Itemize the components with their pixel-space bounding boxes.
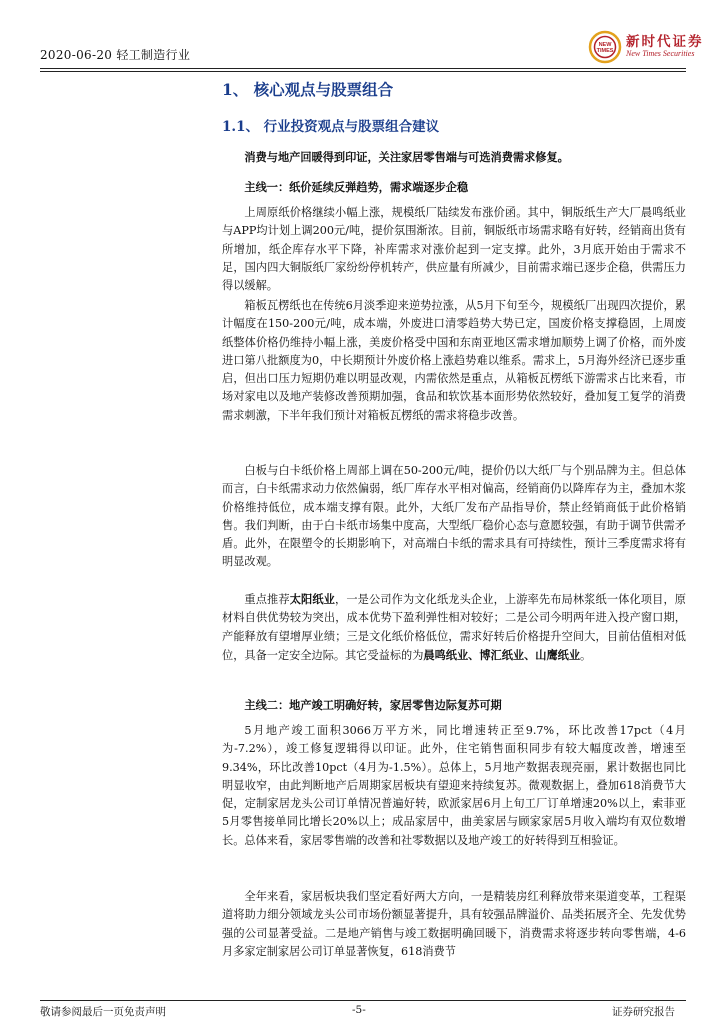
header-rule bbox=[40, 68, 686, 69]
logo-mark-line2: TIMES bbox=[596, 48, 614, 54]
recommend-stock-sun-paper: 太阳纸业 bbox=[289, 592, 336, 606]
mainline-2-title: 主线二：地产竣工明确好转，家居零售边际复苏可期 bbox=[244, 698, 502, 712]
section-heading-1-1: 1.1、 行业投资观点与股票组合建议 bbox=[222, 119, 440, 135]
paragraph-full-year-outlook: 全年来看，家居板块我们坚定看好两大方向，一是精装房红利释放带来渠道变革，工程渠道将助力细分领域龙头公司市场份额显著提升，具有较强品牌溢价、品类拓展齐全、先发优势强的公司显著受益。二是地产销售与竣工数据明确回暖下，消费需求将逐步转向零售端，4-6月多家定制家居公司订单显著恢复，618消费节 bbox=[222, 890, 686, 958]
footer-rule bbox=[40, 1000, 686, 1001]
header-date-industry: 2020-06-20 轻工制造行业 bbox=[40, 48, 191, 62]
footer-page-number: -5- bbox=[352, 1004, 366, 1016]
section-heading-1: 1、 核心观点与股票组合 bbox=[222, 80, 394, 99]
recommend-reasoning: ，一是公司作为文化纸龙头企业，上游率先布局林浆纸一体化项目，原材料自供优势较为突出，成本优势下盈利弹性相对较好；二是公司今明两年进入投产窗口期，产能释放有望增厚业绩；三是文化纸价格低位，需求好转后价格提升空间大，目前估值相对低位，具备一定安全边际。其它受益标的为 bbox=[222, 593, 686, 662]
paragraph-recommendation bbox=[222, 590, 686, 665]
recommend-prefix: 重点推荐 bbox=[244, 593, 290, 606]
paragraph-real-estate: 5月地产竣工面积3066万平方米，同比增速转正至9.7%，环比改善17pct（4月为-7.2%），竣工修复逻辑得以印证。此外，住宅销售面积同步有较大幅度改善，增速至9.34%，环比改善10pct（4月为-1.5%）。总体上，5月地产数据表现亮丽，累计数据也同比明显收窄，由此判断地产后周期家居板块有望迎来持续复苏。微观数据上，叠加618消费节大促，定制家居龙头公司订单情况普遍好转，欧派家居6月上旬工厂订单增速20%以上，索菲亚5月零售接单同比增长20%以上；成品家居中，曲美家居与顾家家居5月收入端均有双位数增长。总体来看，家居零售端的改善和社零数据以及地产竣工的好转得到互相验证。 bbox=[222, 724, 686, 847]
logo-company-name-cn: 新时代证券 bbox=[626, 34, 704, 50]
paragraph-containerboard: 箱板瓦楞纸也在传统6月淡季迎来逆势拉涨，从5月下旬至今，规模纸厂出现四次提价，累计幅度在150-200元/吨，成本端，外废进口清零趋势大势已定，国废价格支撑稳固，上周废纸整体价格仍维持小幅上涨，美废价格受中国和东南亚地区需求增加顺势上调了价格，而外废进口第八批额度为0，中长期预计外废价格上涨趋势难以维系。需求上，5月海外经济已逐步重启，但出口压力短期仍难以明显改观，内需依然是重点，从箱板瓦楞纸下游需求占比来看，市场对家电以及地产装修改善预期加强，食品和软饮基本面形势依然较好，叠加复工复学的消费需求刺激，下半年我们预计对箱板瓦楞纸的需求将稳步改善。 bbox=[222, 299, 686, 422]
company-logo-icon bbox=[588, 30, 622, 64]
recommend-other-stocks: 晨鸣纸业、博汇纸业、山鹰纸业 bbox=[423, 647, 581, 662]
paragraph-white-board: 白板与白卡纸价格上周部上调在50-200元/吨，提价仍以大纸厂与个别品牌为主。但总体而言，白卡纸需求动力依然偏弱，纸厂库存水平相对偏高，经销商仍以降库存为主，叠加木浆价格维持低位，成本端支撑有限。此外，大纸厂发布产品指导价，禁止经销商低于此价格销售。我们判断，由于白卡纸市场集中度高，大型纸厂稳价心态与意愿较强，有助于调节供需矛盾。此外，在限塑令的长期影响下，对高端白卡纸的需求具有可持续性，预计三季度需求将有明显改观。 bbox=[222, 464, 686, 569]
footer-disclaimer: 敬请参阅最后一页免责声明 bbox=[40, 1006, 166, 1018]
lead-paragraph: 消费与地产回暖得到印证，关注家居零售端与可选消费需求修复。 bbox=[244, 150, 569, 164]
paragraph-coated-paper: 上周原纸价格继续小幅上涨，规模纸厂陆续发布涨价函。其中，铜版纸生产大厂晨鸣纸业与APP均计划上调200元/吨，提价氛围渐浓。目前，铜版纸市场需求略有好转，经销商出货有所增加，纸企库存水平下降，补库需求对涨价起到一定支撑。此外，3月底开始由于需求不足，国内四大铜版纸厂家纷纷停机转产，供应量有所减少，目前需求端已逐步企稳，供需压力得以缓解。 bbox=[222, 206, 686, 293]
header-rule-thin bbox=[40, 71, 686, 72]
page-header bbox=[40, 24, 704, 70]
logo-company-name-en: New Times Securities bbox=[626, 49, 695, 58]
mainline-1-title: 主线一：纸价延续反弹趋势，需求端逐步企稳 bbox=[244, 180, 469, 194]
footer-doc-type: 证券研究报告 bbox=[612, 1006, 675, 1018]
recommend-end: 。 bbox=[580, 648, 592, 662]
logo-mark-line1: NEW bbox=[598, 42, 612, 48]
